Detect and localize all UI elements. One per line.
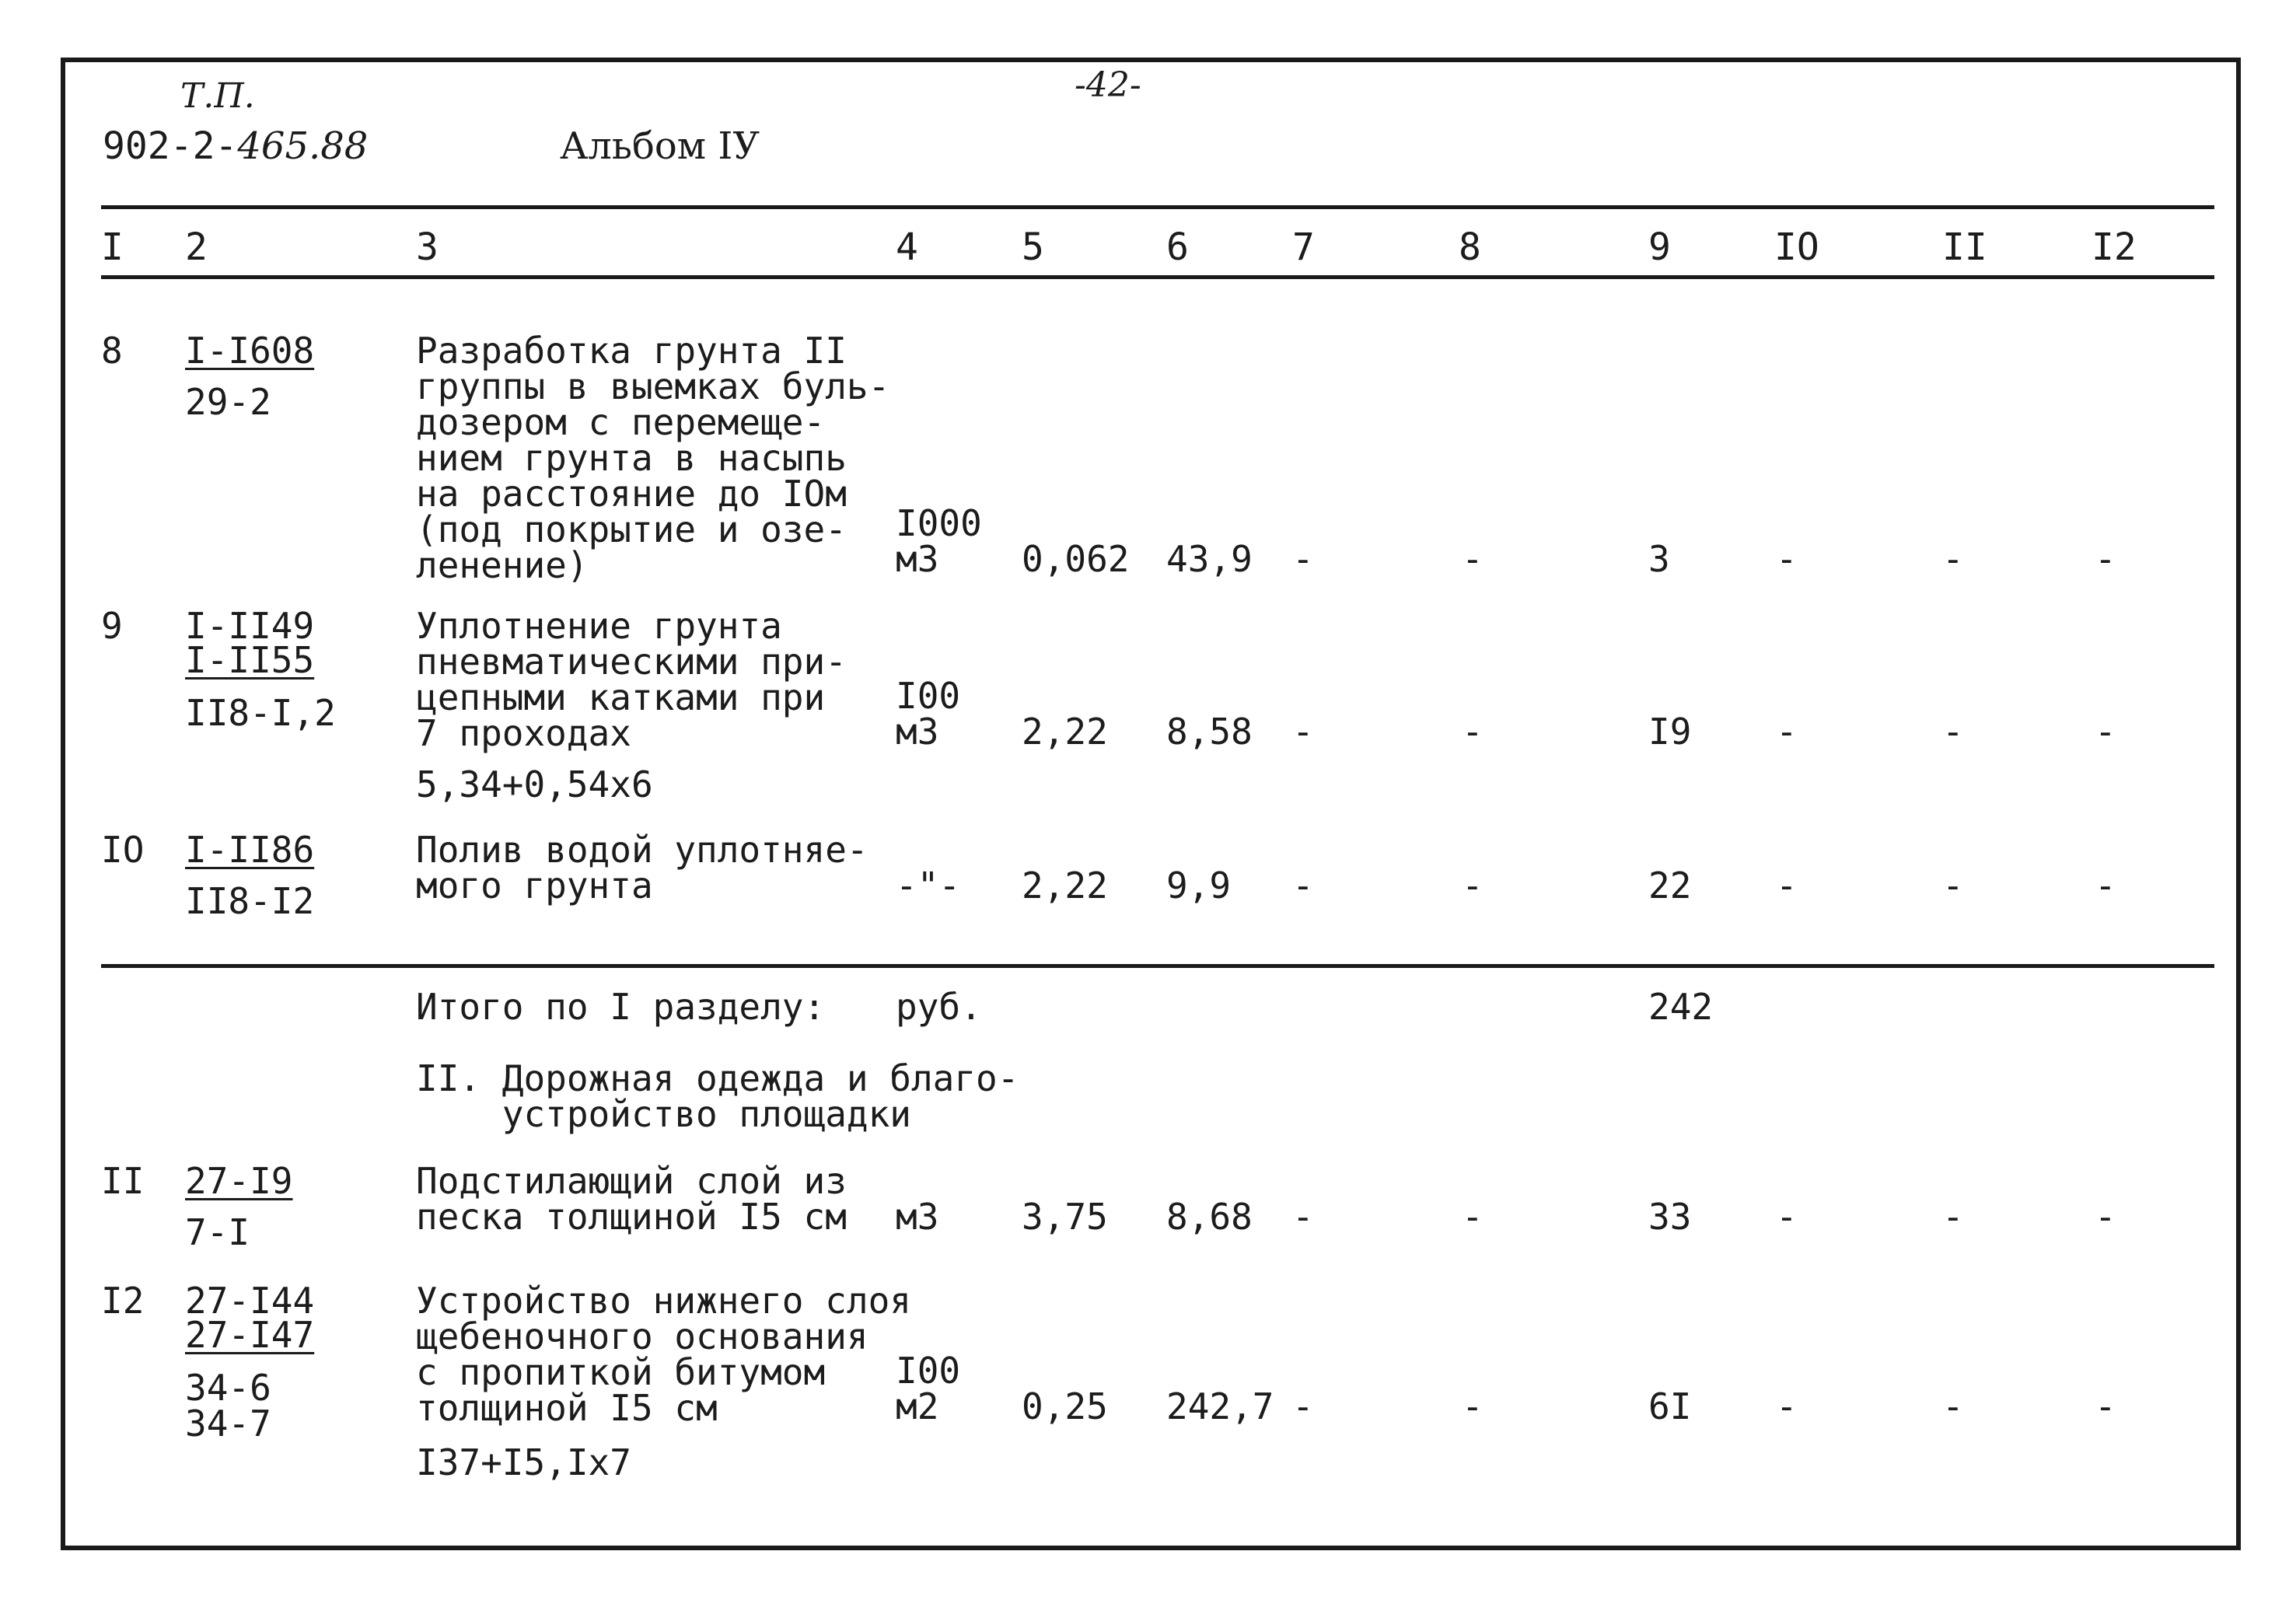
rate-code: I-II55	[185, 639, 315, 681]
unit-price: 242,7	[1166, 1385, 1274, 1427]
cell-col-7: -	[1292, 1385, 1314, 1427]
column-header: II	[1942, 225, 1987, 269]
unit: I00 м3	[896, 675, 961, 753]
cell-col-9: 33	[1648, 1196, 1692, 1238]
column-header: 5	[1022, 225, 1044, 269]
column-header: 4	[896, 225, 918, 269]
rate-code: I-II49	[185, 605, 315, 647]
cell-col-12: -	[2095, 711, 2116, 753]
rate-code: 27-I47	[185, 1314, 315, 1356]
rate-code: 34-6 34-7	[185, 1367, 271, 1445]
rate-code: 7-I	[185, 1211, 250, 1253]
cell-col-10: -	[1776, 711, 1798, 753]
cell-col-9: 6I	[1648, 1385, 1692, 1427]
cell-col-11: -	[1942, 538, 1964, 580]
cell-col-8: -	[1462, 865, 1483, 907]
project-note: Т.П.	[180, 76, 255, 116]
row-number: 8	[101, 330, 123, 372]
column-header: 3	[416, 225, 439, 269]
work-description: Уплотнение грунта пневматическими при- цепными катками при 7 проходах	[416, 605, 847, 754]
unit-price: 43,9	[1166, 538, 1253, 580]
header-bottom-rule	[101, 275, 2214, 279]
cell-col-12: -	[2095, 1196, 2116, 1238]
quantity: 3,75	[1022, 1196, 1108, 1238]
row-number: I2	[101, 1280, 145, 1322]
unit-price: 8,58	[1166, 711, 1253, 753]
subtotal-label: Итого по I разделу:	[416, 986, 826, 1028]
cell-col-7: -	[1292, 711, 1314, 753]
cell-col-11: -	[1942, 1385, 1964, 1427]
row-number: II	[101, 1160, 145, 1202]
album-title: Альбом IУ	[560, 124, 760, 168]
cell-col-7: -	[1292, 865, 1314, 907]
page-number: -42-	[1075, 65, 1141, 105]
section-heading: II. Дорожная одежда и благо- устройство площадки	[416, 1057, 1019, 1135]
cell-col-7: -	[1292, 1196, 1314, 1238]
cell-col-11: -	[1942, 865, 1964, 907]
quantity: 2,22	[1022, 711, 1108, 753]
column-header: I	[101, 225, 124, 269]
cell-col-12: -	[2095, 538, 2116, 580]
work-description: Устройство нижнего слоя щебеночного основания с пропиткой битумом толщиной I5 см	[416, 1280, 911, 1429]
cell-col-8: -	[1462, 1196, 1483, 1238]
quantity: 2,22	[1022, 865, 1108, 907]
unit: м3	[896, 1196, 939, 1238]
column-header: 8	[1459, 225, 1481, 269]
calculation-formula: 5,34+0,54x6	[416, 763, 653, 805]
unit-price: 8,68	[1166, 1196, 1253, 1238]
section-divider-rule	[101, 964, 2214, 968]
document-code	[103, 124, 368, 168]
cell-col-9: I9	[1648, 711, 1692, 753]
unit: I00 м2	[896, 1350, 961, 1427]
page-frame	[61, 58, 2241, 1550]
cell-col-11: -	[1942, 1196, 1964, 1238]
column-header: 6	[1166, 225, 1189, 269]
rate-code: II8-I,2	[185, 692, 336, 734]
row-number: 9	[101, 605, 123, 647]
cell-col-10: -	[1776, 865, 1798, 907]
cell-col-9: 22	[1648, 865, 1692, 907]
cell-col-10: -	[1776, 1385, 1798, 1427]
cell-col-10: -	[1776, 538, 1798, 580]
cell-col-8: -	[1462, 1385, 1483, 1427]
cell-col-12: -	[2095, 865, 2116, 907]
rate-code: 27-I9	[185, 1160, 293, 1202]
calculation-formula: I37+I5,Ix7	[416, 1441, 631, 1483]
subtotal-value: 242	[1648, 986, 1714, 1028]
column-header: 9	[1648, 225, 1671, 269]
work-description: Подстилающий слой из песка толщиной I5 см	[416, 1160, 847, 1238]
header-top-rule	[101, 205, 2214, 209]
cell-col-9: 3	[1648, 538, 1670, 580]
work-description: Разработка грунта II группы в выемках буль- дозером с перемеще- нием грунта в насыпь на расстояние до IOм (под покрытие и озе- ленение)	[416, 330, 890, 586]
rate-code: 29-2	[185, 381, 271, 423]
cell-col-7: -	[1292, 538, 1314, 580]
rate-code: I-II86	[185, 829, 315, 871]
rate-code: I-I608	[185, 330, 315, 372]
column-header: IO	[1774, 225, 1819, 269]
column-header: I2	[2092, 225, 2137, 269]
quantity: 0,062	[1022, 538, 1130, 580]
cell-col-8: -	[1462, 538, 1483, 580]
subtotal-unit: руб.	[896, 986, 982, 1028]
unit: -"-	[896, 865, 961, 907]
row-number: IO	[101, 829, 145, 871]
column-header: 7	[1292, 225, 1315, 269]
cell-col-8: -	[1462, 711, 1483, 753]
document-code-prefix: 902-2-	[103, 124, 238, 168]
cell-col-12: -	[2095, 1385, 2116, 1427]
unit-price: 9,9	[1166, 865, 1232, 907]
unit: I000 м3	[896, 502, 982, 580]
rate-code: II8-I2	[185, 880, 315, 922]
work-description: Полив водой уплотняе- мого грунта	[416, 829, 868, 907]
cell-col-11: -	[1942, 711, 1964, 753]
column-header: 2	[185, 225, 208, 269]
document-code-suffix: 465.88	[237, 124, 369, 168]
cell-col-10: -	[1776, 1196, 1798, 1238]
quantity: 0,25	[1022, 1385, 1108, 1427]
rate-code: 27-I44	[185, 1280, 315, 1322]
